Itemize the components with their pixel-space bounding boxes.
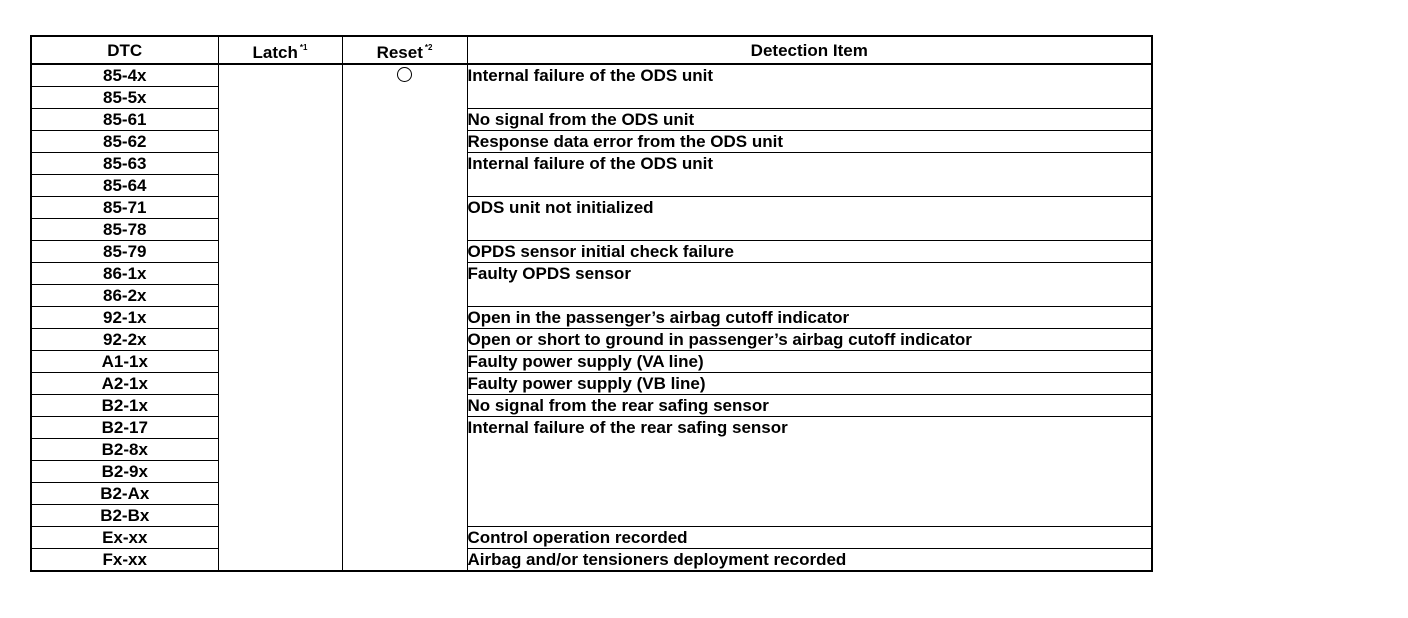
table-row bbox=[31, 527, 1152, 549]
detection-item: Open in the passenger’s airbag cutoff indicator bbox=[467, 307, 1152, 329]
dtc-code: 92-2x bbox=[31, 329, 218, 351]
detection-item: Faulty power supply (VB line) bbox=[467, 373, 1152, 395]
detection-item: Airbag and/or tensioners deployment recorded bbox=[467, 549, 1152, 572]
header-dtc: DTC bbox=[31, 36, 218, 64]
table-row bbox=[31, 153, 1152, 175]
dtc-code: 85-5x bbox=[31, 87, 218, 109]
table-row bbox=[31, 241, 1152, 263]
table-row bbox=[31, 549, 1152, 572]
dtc-code: 85-78 bbox=[31, 219, 218, 241]
detection-item: ODS unit not initialized bbox=[467, 197, 1152, 241]
dtc-code: 85-79 bbox=[31, 241, 218, 263]
detection-item: Internal failure of the ODS unit bbox=[467, 153, 1152, 197]
dtc-code: 86-1x bbox=[31, 263, 218, 285]
detection-item: Internal failure of the ODS unit bbox=[467, 64, 1152, 109]
table-row bbox=[31, 373, 1152, 395]
latch-footnote-mark: *1 bbox=[299, 43, 308, 52]
table-row bbox=[31, 64, 1152, 87]
dtc-code: B2-Bx bbox=[31, 505, 218, 527]
dtc-code: B2-17 bbox=[31, 417, 218, 439]
dtc-code: 85-62 bbox=[31, 131, 218, 153]
header-reset: Reset $^{*2}$ bbox=[342, 36, 467, 64]
dtc-code: 85-71 bbox=[31, 197, 218, 219]
table-row bbox=[31, 131, 1152, 153]
dtc-code: A1-1x bbox=[31, 351, 218, 373]
detection-item: Faulty OPDS sensor bbox=[467, 263, 1152, 307]
detection-item: No signal from the rear safing sensor bbox=[467, 395, 1152, 417]
detection-item: Open or short to ground in passenger’s airbag cutoff indicator bbox=[467, 329, 1152, 351]
table-row bbox=[31, 351, 1152, 373]
detection-item: Faulty power supply (VA line) bbox=[467, 351, 1152, 373]
header-latch: Latch $^{*1}$ bbox=[218, 36, 342, 64]
table-row bbox=[31, 197, 1152, 219]
table-row bbox=[31, 395, 1152, 417]
detection-item: No signal from the ODS unit bbox=[467, 109, 1152, 131]
dtc-code: 85-4x bbox=[31, 64, 218, 87]
header-row bbox=[31, 36, 1152, 64]
table-row bbox=[31, 329, 1152, 351]
dtc-code: 85-64 bbox=[31, 175, 218, 197]
detection-item: OPDS sensor initial check failure bbox=[467, 241, 1152, 263]
reset-column bbox=[342, 64, 467, 571]
dtc-code: 86-2x bbox=[31, 285, 218, 307]
dtc-code: B2-Ax bbox=[31, 483, 218, 505]
detection-item: Internal failure of the rear safing sensor bbox=[467, 417, 1152, 527]
header-detection-item: Detection Item bbox=[467, 36, 1152, 64]
dtc-code: B2-8x bbox=[31, 439, 218, 461]
table-row bbox=[31, 109, 1152, 131]
dtc-code: 85-61 bbox=[31, 109, 218, 131]
table-row bbox=[31, 263, 1152, 285]
dtc-code: Fx-xx bbox=[31, 549, 218, 572]
detection-item: Control operation recorded bbox=[467, 527, 1152, 549]
table-row bbox=[31, 417, 1152, 439]
latch-column bbox=[218, 64, 342, 571]
dtc-code: A2-1x bbox=[31, 373, 218, 395]
dtc-code: B2-9x bbox=[31, 461, 218, 483]
dtc-code: Ex-xx bbox=[31, 527, 218, 549]
dtc-code: 92-1x bbox=[31, 307, 218, 329]
table-row bbox=[31, 307, 1152, 329]
detection-item: Response data error from the ODS unit bbox=[467, 131, 1152, 153]
reset-footnote-mark: *2 bbox=[424, 43, 433, 52]
reset-circle-icon bbox=[397, 67, 412, 82]
dtc-code: 85-63 bbox=[31, 153, 218, 175]
dtc-code: B2-1x bbox=[31, 395, 218, 417]
dtc-table bbox=[30, 35, 1153, 572]
